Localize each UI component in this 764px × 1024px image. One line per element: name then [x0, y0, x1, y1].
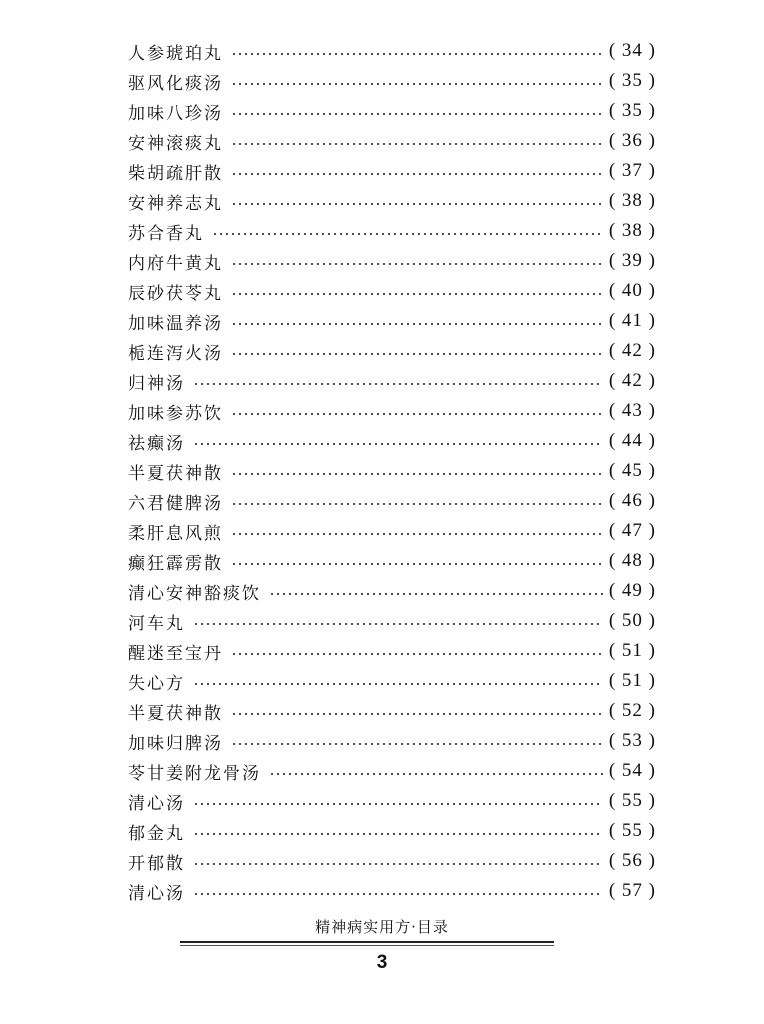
- toc-leader-dots: [231, 143, 603, 145]
- toc-leader-dots: [231, 653, 603, 655]
- toc-entry: [128, 276, 656, 306]
- toc-entry-page: ( 44 ): [608, 430, 656, 451]
- toc-entry-title: 清心汤: [128, 793, 185, 814]
- toc-entry-title: 柴胡疏肝散: [128, 163, 223, 184]
- toc-leader-dots: [193, 833, 603, 835]
- toc-entry: [128, 546, 656, 576]
- toc-entry-page: ( 35 ): [608, 70, 656, 91]
- toc-entry-title: 归神汤: [128, 373, 185, 394]
- toc-leader-dots: [193, 683, 603, 685]
- toc-entry: [128, 576, 656, 606]
- toc-entry-page: ( 46 ): [608, 490, 656, 511]
- toc-entry: [128, 696, 656, 726]
- toc-entry: [128, 186, 656, 216]
- footer-rule: [180, 941, 554, 943]
- toc-leader-dots: [231, 473, 603, 475]
- running-footer-title: 精神病实用方·目录: [315, 918, 449, 936]
- toc-entry: [128, 456, 656, 486]
- toc-entry: [128, 366, 656, 396]
- toc-leader-dots: [193, 803, 603, 805]
- toc-entry: [128, 606, 656, 636]
- toc-entry-page: ( 43 ): [608, 400, 656, 421]
- toc-entry-page: ( 42 ): [608, 370, 656, 391]
- toc-entry-page: ( 37 ): [608, 160, 656, 181]
- toc-entry-page: ( 41 ): [608, 310, 656, 331]
- toc-entry: [128, 726, 656, 756]
- toc-entry: [128, 246, 656, 276]
- toc-entry-title: 半夏茯神散: [128, 703, 223, 724]
- toc-entry-page: ( 38 ): [608, 220, 656, 241]
- toc-leader-dots: [231, 323, 603, 325]
- toc-leader-dots: [231, 83, 603, 85]
- toc-leader-dots: [231, 293, 603, 295]
- toc-leader-dots: [269, 593, 603, 595]
- toc-entry-page: ( 40 ): [608, 280, 656, 301]
- toc-entry: [128, 486, 656, 516]
- toc-entry-title: 加味归脾汤: [128, 733, 223, 754]
- toc-entry-title: 六君健脾汤: [128, 493, 223, 514]
- toc-entry-page: ( 45 ): [608, 460, 656, 481]
- toc-entry: [128, 816, 656, 846]
- toc-leader-dots: [231, 503, 603, 505]
- toc-entry-title: 辰砂茯苓丸: [128, 283, 223, 304]
- toc-entry-page: ( 53 ): [608, 730, 656, 751]
- toc-entry-title: 苏合香丸: [128, 223, 204, 244]
- toc-entry-page: ( 50 ): [608, 610, 656, 631]
- toc-entry: [128, 876, 656, 906]
- toc-entry: [128, 426, 656, 456]
- toc-entry: [128, 636, 656, 666]
- toc-leader-dots: [231, 113, 603, 115]
- toc-entry-page: ( 55 ): [608, 820, 656, 841]
- toc-entry-title: 栀连泻火汤: [128, 343, 223, 364]
- toc-entry: [128, 96, 656, 126]
- toc-entry: [128, 66, 656, 96]
- toc-leader-dots: [231, 533, 603, 535]
- toc-entry-title: 驱风化痰汤: [128, 73, 223, 94]
- toc-entry: [128, 336, 656, 366]
- toc-leader-dots: [231, 173, 603, 175]
- toc-leader-dots: [231, 263, 603, 265]
- toc-entry-title: 清心汤: [128, 883, 185, 904]
- toc-entry-title: 安神滚痰丸: [128, 133, 223, 154]
- toc-entry: [128, 156, 656, 186]
- toc-entry: [128, 846, 656, 876]
- toc-leader-dots: [231, 563, 603, 565]
- toc-entry-title: 郁金丸: [128, 823, 185, 844]
- toc-entry: [128, 36, 656, 66]
- toc-leader-dots: [231, 413, 603, 415]
- toc-leader-dots: [193, 383, 603, 385]
- toc-entry-title: 加味温养汤: [128, 313, 223, 334]
- toc-entry-page: ( 54 ): [608, 760, 656, 781]
- toc-entry-page: ( 39 ): [608, 250, 656, 271]
- toc-entry-page: ( 42 ): [608, 340, 656, 361]
- toc-leader-dots: [193, 863, 603, 865]
- toc-entry-title: 柔肝息风煎: [128, 523, 223, 544]
- footer-rule-thin: [180, 945, 554, 946]
- toc-entry-page: ( 51 ): [608, 640, 656, 661]
- toc-entry-title: 半夏茯神散: [128, 463, 223, 484]
- toc-entry-title: 安神养志丸: [128, 193, 223, 214]
- toc-leader-dots: [269, 773, 603, 775]
- toc-entry-page: ( 56 ): [608, 850, 656, 871]
- toc-entry-title: 苓甘姜附龙骨汤: [128, 763, 261, 784]
- toc-entry-title: 失心方: [128, 673, 185, 694]
- toc-entry-page: ( 55 ): [608, 790, 656, 811]
- toc-entry-page: ( 47 ): [608, 520, 656, 541]
- page-number: 3: [376, 952, 388, 973]
- toc-entry-title: 人参琥珀丸: [128, 43, 223, 64]
- toc-entry: [128, 666, 656, 696]
- toc-entry: [128, 516, 656, 546]
- toc-entry-title: 加味参苏饮: [128, 403, 223, 424]
- toc-entry-page: ( 35 ): [608, 100, 656, 121]
- toc-entry-title: 内府牛黄丸: [128, 253, 223, 274]
- toc-leader-dots: [193, 443, 603, 445]
- table-of-contents: [128, 36, 656, 906]
- toc-entry: [128, 396, 656, 426]
- toc-leader-dots: [231, 53, 603, 55]
- toc-leader-dots: [231, 353, 603, 355]
- toc-leader-dots: [231, 203, 603, 205]
- toc-entry-title: 癫狂霹雳散: [128, 553, 223, 574]
- toc-entry-title: 开郁散: [128, 853, 185, 874]
- toc-entry-title: 清心安神豁痰饮: [128, 583, 261, 604]
- toc-entry: [128, 756, 656, 786]
- toc-leader-dots: [212, 233, 603, 235]
- toc-entry: [128, 126, 656, 156]
- toc-entry-page: ( 57 ): [608, 880, 656, 901]
- toc-leader-dots: [193, 893, 603, 895]
- toc-entry: [128, 786, 656, 816]
- toc-entry-title: 祛癫汤: [128, 433, 185, 454]
- toc-entry-page: ( 48 ): [608, 550, 656, 571]
- toc-entry: [128, 216, 656, 246]
- toc-entry-title: 河车丸: [128, 613, 185, 634]
- toc-entry: [128, 306, 656, 336]
- toc-entry-page: ( 38 ): [608, 190, 656, 211]
- toc-entry-page: ( 52 ): [608, 700, 656, 721]
- toc-leader-dots: [193, 623, 603, 625]
- toc-entry-page: ( 51 ): [608, 670, 656, 691]
- toc-entry-page: ( 34 ): [608, 40, 656, 61]
- toc-entry-title: 醒迷至宝丹: [128, 643, 223, 664]
- toc-entry-title: 加味八珍汤: [128, 103, 223, 124]
- toc-leader-dots: [231, 713, 603, 715]
- toc-entry-page: ( 36 ): [608, 130, 656, 151]
- toc-leader-dots: [231, 743, 603, 745]
- toc-entry-page: ( 49 ): [608, 580, 656, 601]
